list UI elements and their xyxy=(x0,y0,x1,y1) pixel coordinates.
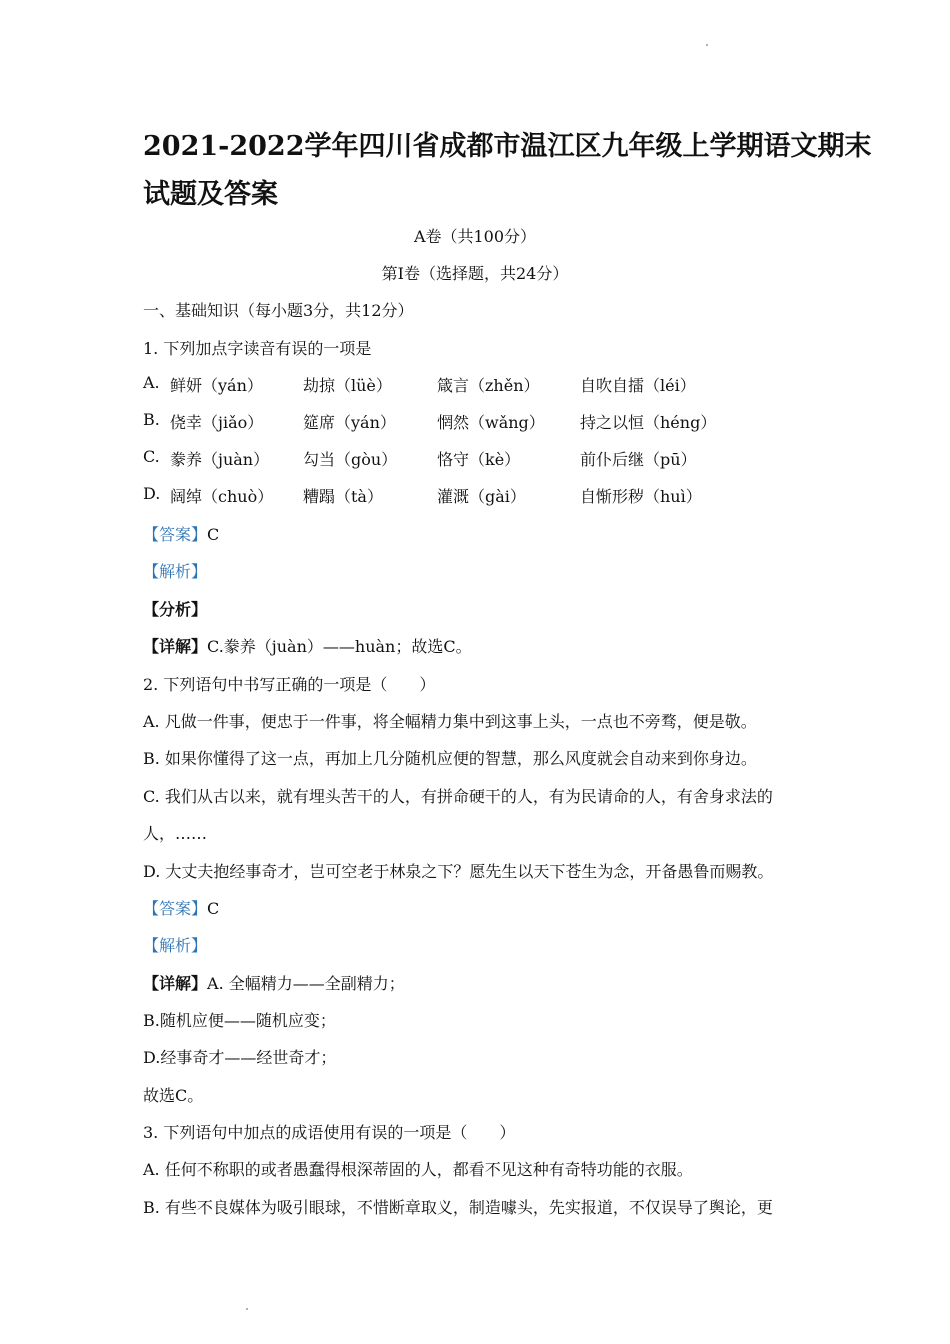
answer-tag: 【答案】 xyxy=(143,899,208,918)
q1-option-item: 前仆后继（pū） xyxy=(580,450,697,469)
answer-value: C xyxy=(207,899,220,918)
q2-option-d: D. 大丈夫抱经事奇才，岂可空老于林泉之下？愿先生以天下苍生为念，开备愚鲁而赐教。 xyxy=(143,862,774,881)
volume-a-heading: A卷（共100分） xyxy=(413,227,537,246)
answer-value: C xyxy=(207,525,220,544)
q1-option-item: 糟蹋（tà） xyxy=(303,487,383,506)
detail-tag: 【详解】 xyxy=(143,974,208,993)
q1-option-item: 灌溉（gài） xyxy=(437,487,526,506)
q2-detail-4: 故选C。 xyxy=(143,1086,204,1105)
volume-1-heading: 第Ⅰ卷（选择题，共24分） xyxy=(381,264,569,283)
q2-stem: 2. 下列语句中书写正确的一项是（ ） xyxy=(143,675,436,694)
q1-option-item: 恪守（kè） xyxy=(437,450,521,469)
scan-speck-top xyxy=(706,44,708,46)
q2-detail-3: D.经事奇才——经世奇才； xyxy=(143,1048,337,1067)
detail-text: C.豢养（juàn）——huàn；故选C。 xyxy=(207,637,472,656)
q1-option-label: C. xyxy=(143,447,160,466)
q1-option-item: 阔绰（chuò） xyxy=(170,487,274,506)
q1-option-label: B. xyxy=(143,410,160,429)
q1-fenxi-tag: 【分析】 xyxy=(143,600,208,619)
q2-option-b: B. 如果你懂得了这一点，再加上几分随机应便的智慧，那么风度就会自动来到你身边。 xyxy=(143,749,757,768)
detail-tag: 【详解】 xyxy=(143,637,208,656)
q1-answer xyxy=(143,522,219,545)
q1-option-item: 箴言（zhěn） xyxy=(437,376,540,395)
q1-option-item: 劫掠（lüè） xyxy=(303,376,392,395)
q1-option-item: 筵席（yán） xyxy=(303,413,396,432)
q1-option-item: 惘然（wǎng） xyxy=(437,413,545,432)
q2-detail-2: B.随机应便——随机应变； xyxy=(143,1011,336,1030)
section-1-heading: 一、基础知识（每小题3分，共12分） xyxy=(143,301,414,320)
q2-detail-1 xyxy=(143,971,405,994)
q1-option-label: A. xyxy=(143,373,160,392)
q2-option-a: A. 凡做一件事，便忠于一件事，将全幅精力集中到这事上头，一点也不旁骛，便是敬。 xyxy=(143,712,757,731)
q3-stem: 3. 下列语句中加点的成语使用有误的一项是（ ） xyxy=(143,1123,516,1142)
document-title-line-2: 试题及答案 xyxy=(143,179,278,210)
q1-stem: 1. 下列加点字读音有误的一项是 xyxy=(143,339,372,358)
q3-option-a: A. 任何不称职的或者愚蠢得根深蒂固的人，都看不见这种有奇特功能的衣服。 xyxy=(143,1160,693,1179)
q1-option-item: 豢养（juàn） xyxy=(170,450,270,469)
q2-analysis-tag: 【解析】 xyxy=(143,936,208,955)
q1-option-item: 鲜妍（yán） xyxy=(170,376,263,395)
q2-option-c-line-1: C. 我们从古以来，就有埋头苦干的人，有拼命硬干的人，有为民请命的人，有舍身求法的 xyxy=(143,787,773,806)
detail-text: A. 全幅精力——全副精力； xyxy=(207,974,405,993)
q1-detail xyxy=(143,634,472,657)
q1-analysis-tag: 【解析】 xyxy=(143,562,208,581)
document-title-line-1: 2021-2022学年四川省成都市温江区九年级上学期语文期末 xyxy=(143,131,872,162)
q1-option-item: 持之以恒（héng） xyxy=(580,413,717,432)
scan-speck-bottom xyxy=(246,1308,248,1310)
q1-option-item: 勾当（gòu） xyxy=(303,450,398,469)
q3-option-b: B. 有些不良媒体为吸引眼球，不惜断章取义，制造噱头，先实报道，不仅误导了舆论，更 xyxy=(143,1198,773,1217)
q2-answer xyxy=(143,896,219,919)
q1-option-item: 侥幸（jiǎo） xyxy=(170,413,264,432)
q2-option-c-line-2: 人，…… xyxy=(143,824,208,843)
q1-option-label: D. xyxy=(143,484,161,503)
q1-option-item: 自吹自擂（léi） xyxy=(580,376,696,395)
answer-tag: 【答案】 xyxy=(143,525,208,544)
q1-option-item: 自惭形秽（huì） xyxy=(580,487,702,506)
